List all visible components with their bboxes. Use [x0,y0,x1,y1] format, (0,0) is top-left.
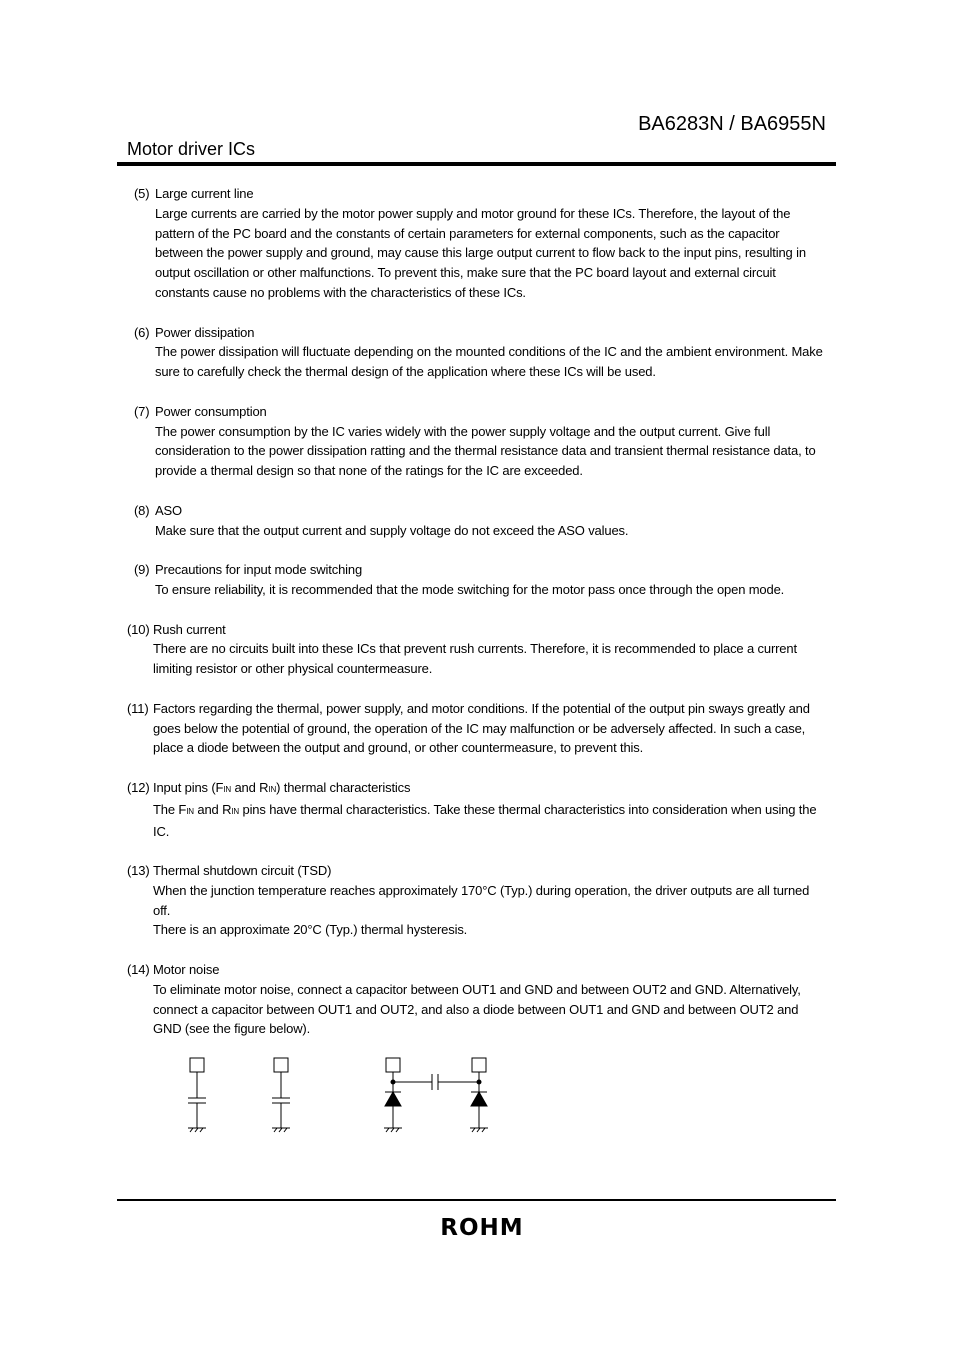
item-text: Factors regarding the thermal, power supply, and motor conditions. If the potential of the output pin sways greatly and [153,700,810,716]
capacitor-to-gnd-circuit-2 [272,1058,290,1132]
item-title: Thermal shutdown circuit (TSD) [153,863,332,879]
page-category: Motor driver ICs [127,139,256,159]
item-5 [127,184,827,303]
item-number: (6) [134,324,150,340]
item-body: To ensure reliability, it is recommended that the mode switching for the motor pass once through the open mode. [155,581,785,597]
precautions-list [127,184,827,1059]
item-body: The FIN and RIN pins have thermal characteristics. Take these thermal characteristics into consideration when using the IC. [153,801,817,839]
item-title: Power consumption [155,403,267,419]
motor-noise-circuit-figure [180,1052,500,1142]
item-title: Power dissipation [155,324,255,340]
item-title: ASO [155,502,183,518]
item-number: (12) [127,779,150,795]
item-14 [127,960,827,1039]
part-number: BA6283N / BA6955N [638,113,826,135]
item-12 [127,778,827,841]
item-number: (5) [134,186,150,201]
item-13 [127,861,827,940]
item-body: Make sure that the output current and supply voltage do not exceed the ASO values. [155,522,629,538]
item-body: When the junction temperature reaches approximately 170°C (Typ.) during operation, the driver outputs are all turned off. [153,882,810,918]
item-body-note: There is an approximate 20°C (Typ.) thermal hysteresis. [153,922,468,938]
item-body: There are no circuits built into these ICs that prevent rush currents. Therefore, it is recommended to place a current limiting resistor or other physical countermeasure. [153,641,797,677]
svg-text:ROHM: ROHM [440,1215,524,1240]
item-number: (11) [127,700,149,716]
item-text-continued: goes below the potential of ground, the operation of the IC may malfunction or be adversely affected. In such a case, place a diode between the output and ground, or other countermeasure, to prevent this. [153,720,806,756]
item-9 [127,560,827,600]
item-body: The power consumption by the IC varies widely with the power supply voltage and the output current. Give full consideration to the power dissipation ratting and the thermal resistance data and transient thermal resistance data, to provide a thermal design so that none of the ratings for the IC are exceeded. [155,423,816,479]
capacitor-and-diodes-circuit [384,1058,488,1132]
item-number: (9) [134,562,150,578]
header-rule [117,162,836,166]
item-title: Precautions for input mode switching [155,562,363,578]
item-number: (14) [127,962,150,978]
item-number: (13) [127,863,150,879]
item-body: The power dissipation will fluctuate depending on the mounted conditions of the IC and the ambient environment. Make sure to carefully check the thermal design of the application where these ICs will be used. [155,344,823,380]
item-title: Motor noise [153,962,220,978]
item-10 [127,620,827,679]
capacitor-to-gnd-circuit-1 [188,1058,206,1132]
item-number: (7) [134,403,150,419]
item-body: Large currents are carried by the motor power supply and motor ground for these ICs. Therefore, the layout of the pattern of the PC board and the constants of certain parameters for external components, such as the capacitor between the power supply and ground, may cause this large output current to flow back to the input pins, resulting in output oscillation or other malfunctions. To prevent this, make sure that the PC board layout and external circuit constants cause no problems with the characteristics of these ICs. [155,205,806,300]
item-6 [127,323,827,382]
item-number: (10) [127,621,150,637]
item-7 [127,402,827,481]
rohm-logo [440,1214,524,1240]
item-body: To eliminate motor noise, connect a capacitor between OUT1 and GND and between OUT2 and GND. Alternatively, connect a capacitor between OUT1 and OUT2, and also a diode between OUT1 and GND and between OUT2 and GND (see the figure below). [153,981,801,1037]
item-8 [127,501,827,541]
footer-rule [117,1199,836,1201]
item-title: Rush current [153,621,226,637]
item-11 [127,699,827,758]
item-title: Input pins (FIN and RIN) thermal characteristics [153,779,411,795]
item-number: (8) [134,502,150,518]
item-title: Large current line [155,186,254,201]
